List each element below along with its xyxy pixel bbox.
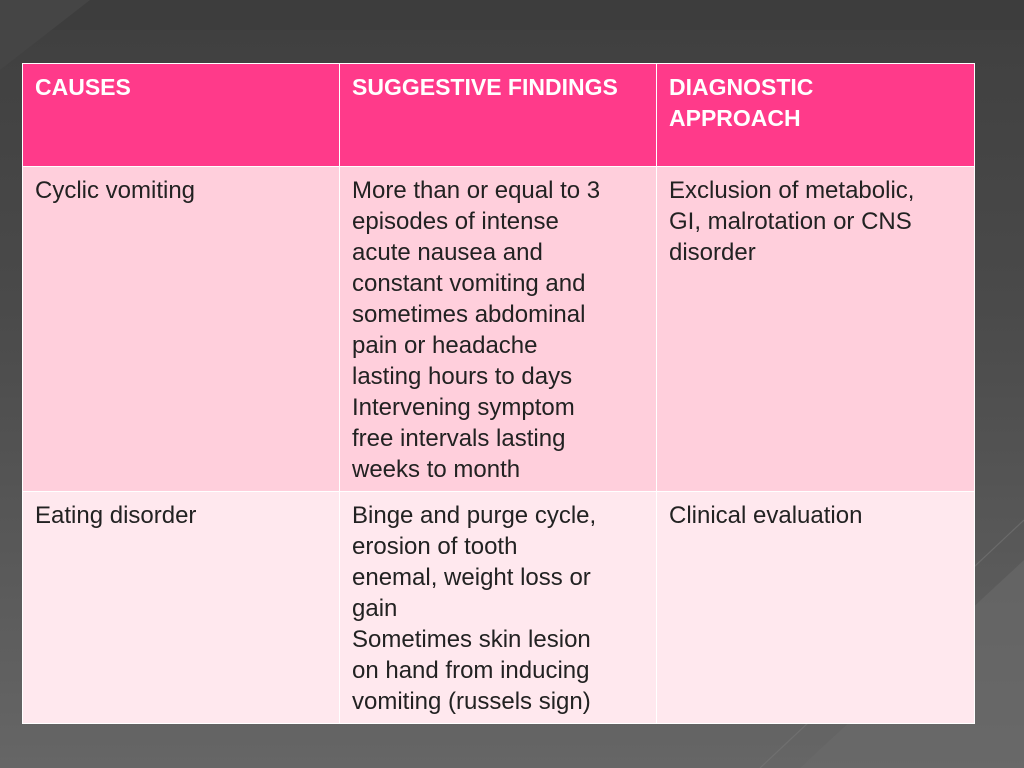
cell-cause [23,492,340,724]
header-line: APPROACH [669,105,801,131]
header-line: CAUSES [35,74,131,100]
findings-line: sometimes abdominal [352,301,586,328]
approach-line: disorder [669,239,756,266]
header-row [23,64,975,167]
table-row [23,167,975,492]
header-causes [23,64,340,167]
header-line: SUGGESTIVE FINDINGS [352,74,618,100]
findings-line: enemal, weight loss or [352,564,591,591]
findings-line: on hand from inducing [352,657,590,684]
header-diagnostic-approach [657,64,975,167]
findings-line: pain or headache [352,332,538,359]
cell-approach [657,167,975,492]
findings-line: lasting hours to days [352,363,573,390]
cause-text: Cyclic vomiting [35,177,196,204]
approach-line: GI, malrotation or CNS [669,208,912,235]
differential-diagnosis-table [22,63,974,713]
header-line: DIAGNOSTIC [669,74,814,100]
findings-line: Sometimes skin lesion [352,626,591,653]
findings-line: episodes of intense [352,208,559,235]
table [22,63,975,724]
findings-line: erosion of tooth [352,533,518,560]
findings-line: weeks to month [352,456,521,483]
findings-line: constant vomiting and [352,270,586,297]
findings-line: More than or equal to 3 [352,177,601,204]
approach-line: Exclusion of metabolic, [669,177,915,204]
cell-findings [340,492,657,724]
cause-text: Eating disorder [35,502,197,529]
findings-line: acute nausea and [352,239,543,266]
approach-line: Clinical evaluation [669,502,863,529]
findings-line: gain [352,595,398,622]
findings-line: Binge and purge cycle, [352,502,597,529]
cell-findings [340,167,657,492]
table-row [23,492,975,724]
findings-line: free intervals lasting [352,425,566,452]
header-suggestive-findings [340,64,657,167]
cell-approach [657,492,975,724]
cell-cause [23,167,340,492]
findings-line: vomiting (russels sign) [352,688,591,715]
findings-line: Intervening symptom [352,394,575,421]
